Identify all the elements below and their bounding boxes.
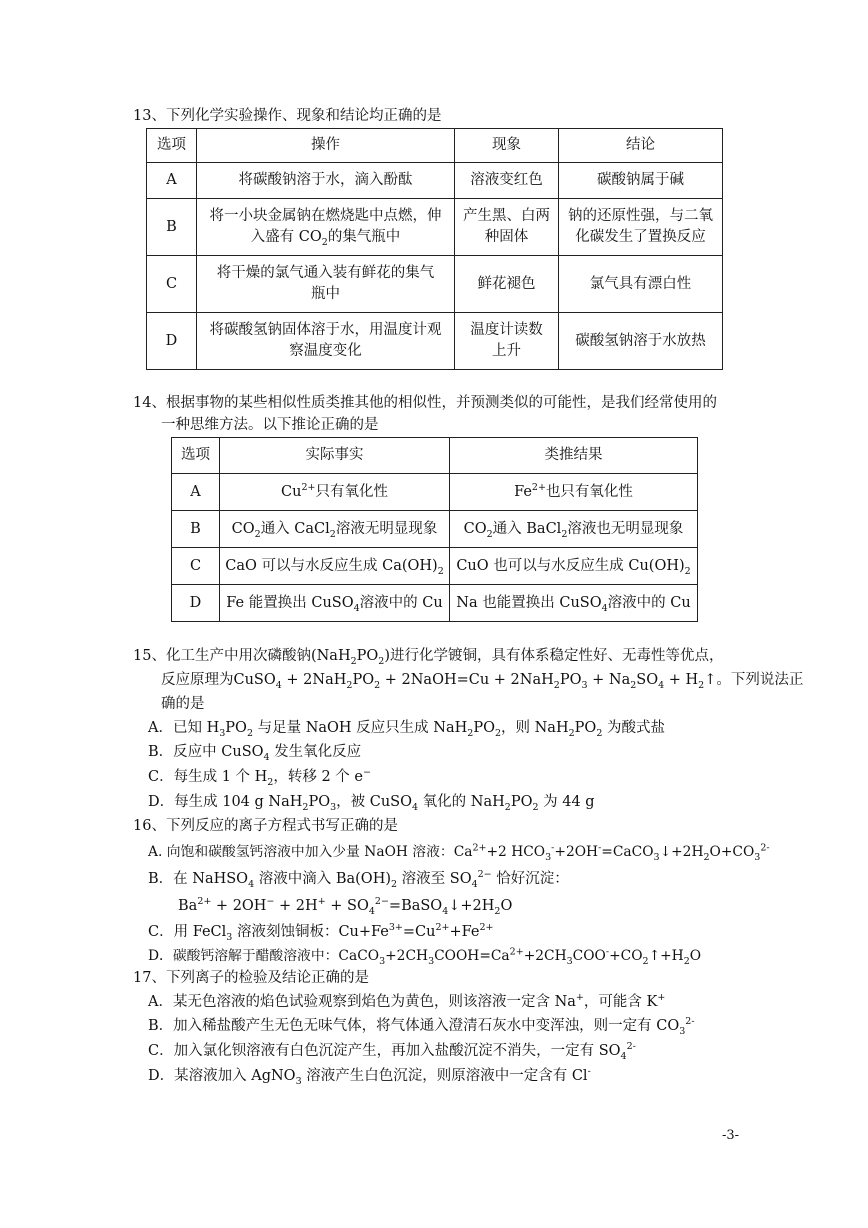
q13-row-c-option: C [147,256,197,313]
q13-row-c-phenomenon: 鲜花褪色 [455,256,559,313]
q13-row-b-conclusion: 钠的还原性强，与二氧 化碳发生了置换反应 [559,199,723,256]
q16-option-d: D．碳酸钙溶解于醋酸溶液中：$CaCO_3+2CH_3COOH=Ca^{2+}+2CH_3COO^-+CO_2↑+H_2O$ [148,946,702,967]
q14-row-a-result: $Fe^{2+}$也只有氧化性 [450,474,698,511]
q16-option-b-line2: $Ba^{2+} + 2OH^- + 2H^+$ + $SO_4^{2-}=BaSO_4↓+2H_2O$ [178,896,513,917]
q17-option-a: A．某无色溶液的焰色试验观察到焰色为黄色，则该溶液一定含 Na+，可能含 K+ [148,992,666,1010]
q14-table [171,437,698,622]
q17-stem: 17、下列离子的检验及结论正确的是 [133,970,369,986]
q13-row-b-option: B [147,199,197,256]
table-row [147,256,723,313]
q14-row-a-option: A [172,474,220,511]
table-row [172,548,698,585]
q17-option-d: D．某溶液加入 AgNO$_3$ 溶液产生白色沉淀，则原溶液中一定含有 Cl- [148,1066,591,1087]
table-row [172,474,698,511]
q13-row-c-operation: 将干燥的氯气通入装有鲜花的集气 瓶中 [197,256,455,313]
q15-option-b: B．反应中 CuSO$_4$ 发生氧化反应 [148,744,362,763]
q13-header-option: 选项 [147,129,197,163]
q16-option-c: C．用 FeCl$_3$ 溶液刻蚀铜板：$Cu+Fe^{3+}=Cu^{2+}+Fe^{2+}$ [148,922,494,943]
table-row [147,199,723,256]
q13-table [146,128,723,370]
q14-row-b-result: $CO_2$通入 BaCl$_2$溶液也无明显现象 [450,511,698,548]
q13-row-a-option: A [147,163,197,199]
q14-header-fact: 实际事实 [220,438,450,474]
q14-row-b-option: B [172,511,220,548]
q14-header-option: 选项 [172,438,220,474]
q17-option-b: B．加入稀盐酸产生无色无味气体，将气体通入澄清石灰水中变浑浊，则一定有 $CO_3^{2-}$ [148,1016,695,1037]
q15-stem-line3: 确的是 [161,696,205,712]
table-row [172,511,698,548]
q13-row-d-phenomenon: 温度计读数 上升 [455,313,559,370]
q14-row-d-option: D [172,585,220,622]
q13-row-d-operation: 将碳酸氢钠固体溶于水，用温度计观 察温度变化 [197,313,455,370]
q13-header-phenomenon: 现象 [455,129,559,163]
q14-row-b-fact: $CO_2$通入 CaCl$_2$溶液无明显现象 [220,511,450,548]
q13-row-a-conclusion: 碳酸钠属于碱 [559,163,723,199]
q13-row-d-conclusion: 碳酸氢钠溶于水放热 [559,313,723,370]
table-row [172,585,698,622]
q14-header-result: 类推结果 [450,438,698,474]
q13-header-operation: 操作 [197,129,455,163]
q17-option-c: C．加入氯化钡溶液有白色沉淀产生，再加入盐酸沉淀不消失，一定有 $SO_4^{2-}$ [148,1041,636,1062]
q13-row-b-operation: 将一小块金属钠在燃烧匙中点燃，伸 入盛有 $CO_2$的集气瓶中 [197,199,455,256]
q14-row-c-fact: CaO 可以与水反应生成 $Ca(OH)_2$ [220,548,450,585]
q13-row-b-phenomenon: 产生黑、白两 种固体 [455,199,559,256]
q16-stem: 16、下列反应的离子方程式书写正确的是 [133,818,398,834]
q13-row-d-option: D [147,313,197,370]
q13-row-c-conclusion: 氯气具有漂白性 [559,256,723,313]
q14-row-c-option: C [172,548,220,585]
q15-stem-line2: 反应原理为CuSO$_4$ + $2NaH_2PO_2$ + 2NaOH=Cu + $2NaH_2PO_3 + Na_2SO_4$ + $H_2↑$。下列说法正 [161,672,804,691]
q15-stem-line1: 15、化工生产中用次磷酸钠$(NaH_2PO_2)$进行化学镀铜，具有体系稳定性好、无毒性等优点， [133,648,724,667]
q13-stem: 13、下列化学实验操作、现象和结论均正确的是 [133,108,442,124]
q14-row-a-fact: $Cu^{2+}$只有氧化性 [220,474,450,511]
q15-option-d: D．每生成 104 g $NaH_2PO_3$，被 CuSO$_4$ 氧化的 $NaH_2PO_2$ 为 44 g [148,794,595,813]
q13-header-conclusion: 结论 [559,129,723,163]
q16-option-b-line1: B．在 NaHSO$_4$ 溶液中滴入 $Ba(OH)_2$ 溶液至 $SO_4^{2-}$ 恰好沉淀： [148,869,569,890]
q14-stem-line2: 一种思维方法。以下推论正确的是 [161,417,379,433]
q15-option-a: A．已知 $H_3PO_2$ 与足量 NaOH 反应只生成 $NaH_2PO_2$，则 $NaH_2PO_2$ 为酸式盐 [148,720,665,739]
q13-row-a-phenomenon: 溶液变红色 [455,163,559,199]
table-row [147,313,723,370]
q13-row-a-operation: 将碳酸钠溶于水，滴入酚酞 [197,163,455,199]
table-row [147,163,723,199]
q14-stem-line1: 14、根据事物的某些相似性质类推其他的相似性，并预测类似的可能性，是我们经常使用的 [133,395,717,411]
q15-option-c: C．每生成 1 个 $H_2$，转移 2 个 e− [148,767,371,788]
q14-row-d-fact: Fe 能置换出 CuSO$_4$溶液中的 Cu [220,585,450,622]
q14-row-c-result: CuO 也可以与水反应生成 $Cu(OH)_2$ [450,548,698,585]
q14-row-d-result: Na 也能置换出 CuSO$_4$溶液中的 Cu [450,585,698,622]
q16-option-a: A. 向饱和碳酸氢钙溶液中加入少量 NaOH 溶液：$Ca^{2+}+2$ $HCO_3^-+2OH^-=CaCO_3↓+2H_2O+CO_3^{2-}$ [148,842,770,863]
page-number: -3- [722,1128,740,1143]
